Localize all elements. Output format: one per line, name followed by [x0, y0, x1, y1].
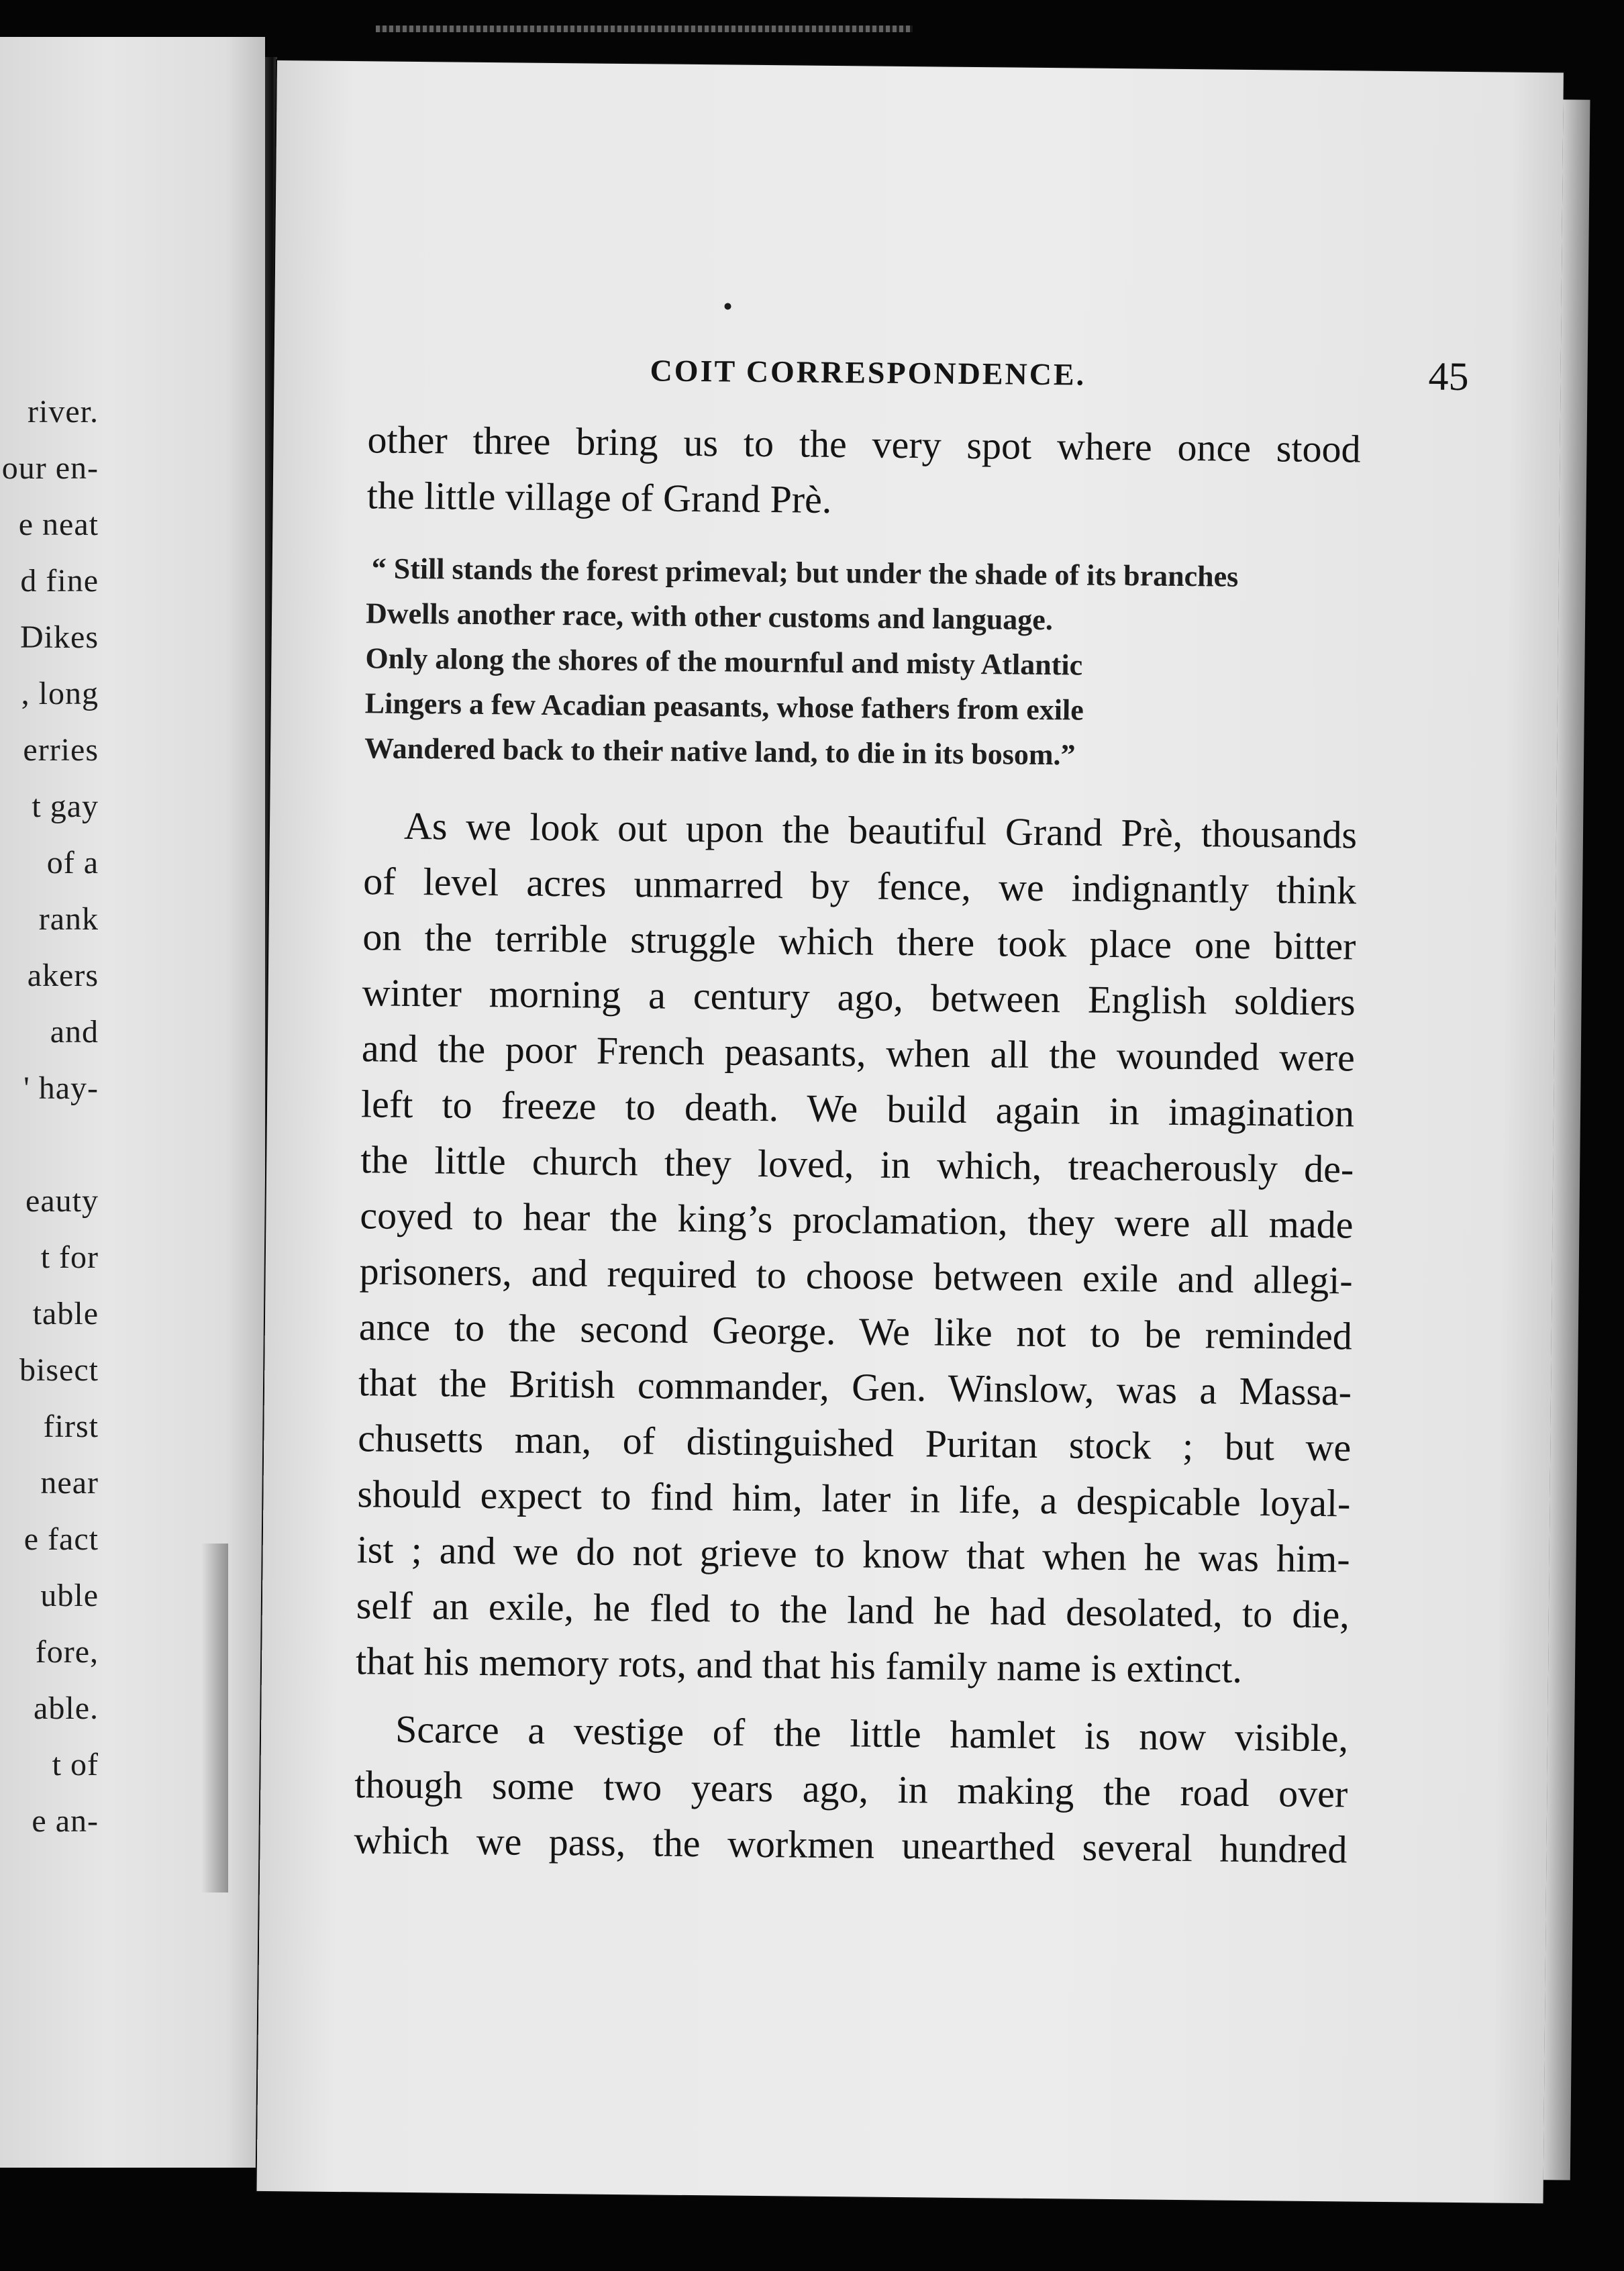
left-page-fragment: uble	[40, 1578, 99, 1613]
left-page-fragment: t for	[40, 1240, 99, 1275]
text-line: and the poor French peasants, when all the wounded were	[361, 1026, 1356, 1080]
left-page-fragment: near	[40, 1465, 99, 1501]
right-page	[257, 60, 1564, 2203]
left-page-fragment: d fine	[20, 563, 99, 599]
text-line: of level acres unmarred by fence, we indignantly think	[362, 859, 1357, 913]
left-page-fragment: table	[32, 1296, 99, 1331]
text-line: left to freeze to death. We build again in imagination	[360, 1082, 1355, 1136]
left-page-fragment: fore,	[35, 1634, 99, 1670]
left-page-fragment: akers	[27, 958, 99, 993]
running-head	[368, 343, 1469, 413]
left-page-fragment: , long	[21, 676, 99, 711]
text-line: other three bring us to the very spot where once stood	[367, 417, 1361, 471]
text-line: coyed to hear the king’s proclamation, they were all made	[360, 1193, 1354, 1247]
left-page-fragment: eauty	[26, 1183, 99, 1219]
text-line: ist ; and we do not grieve to know that when he was him-	[356, 1527, 1350, 1581]
text-line: As we look out upon the beautiful Grand Prè, thousands	[403, 803, 1358, 857]
left-page-fragment: e an-	[32, 1803, 99, 1839]
page-content	[354, 343, 1469, 1877]
scan-edge-marks	[376, 26, 913, 32]
left-page-fragment: t of	[52, 1747, 99, 1782]
text-line: winter morning a century ago, between English soldiers	[362, 970, 1356, 1024]
opening-paragraph	[366, 411, 1361, 532]
paragraph-grand-pre	[356, 797, 1358, 1698]
left-page-fragment: and	[50, 1014, 99, 1050]
left-page-fragment: erries	[23, 732, 99, 768]
ink-dot	[724, 303, 731, 309]
page-curl-shadow	[201, 1544, 228, 1892]
text-line: on the terrible struggle which there took place one bitter	[362, 915, 1356, 968]
left-page-fragment: river.	[28, 394, 99, 430]
text-line: which we pass, the workmen unearthed several hundred	[354, 1818, 1348, 1872]
text-line: self an exile, he fled to the land he had desolated, to die,	[356, 1583, 1350, 1637]
text-line: the little church they loved, in which, treacherously de-	[360, 1138, 1354, 1191]
quote-line: “ Still stands the forest primeval; but under the shade of its branches	[371, 552, 1239, 593]
text-line: prisoners, and required to choose between exile and allegi-	[359, 1249, 1353, 1303]
left-page-fragment: e fact	[23, 1521, 99, 1557]
quote-line: Lingers a few Acadian peasants, whose fathers from exile	[364, 687, 1084, 727]
running-head-title: COIT CORRESPONDENCE.	[650, 353, 1086, 392]
left-page-fragment: t gay	[32, 789, 99, 824]
left-page-fragment: e neat	[18, 507, 99, 542]
paragraph-vestige	[354, 1701, 1348, 1877]
left-page-fragment: able.	[34, 1690, 99, 1726]
left-page-fragment: ' hay-	[23, 1070, 99, 1106]
left-page-fragment: our en-	[1, 450, 99, 486]
left-page-fragment: first	[43, 1409, 99, 1444]
text-line: chusetts man, of distinguished Puritan stock ; but we	[357, 1416, 1352, 1470]
text-line: though some two years ago, in making the road over	[354, 1762, 1348, 1816]
page-number: 45	[1428, 354, 1469, 399]
quote-line: Only along the shores of the mournful and misty Atlantic	[365, 642, 1083, 682]
text-line: should expect to find him, later in life, a despicable loyal-	[357, 1472, 1351, 1525]
text-line: the little village of Grand Prè.	[366, 473, 832, 521]
text-line: Scarce a vestige of the little hamlet is now visible,	[395, 1707, 1349, 1760]
left-page-fragment: rank	[38, 901, 99, 937]
text-line: ance to the second George. We like not to be reminded	[358, 1305, 1353, 1358]
text-line: that the British commander, Gen. Winslow, was a Massa-	[358, 1360, 1352, 1414]
page-edge	[1543, 99, 1590, 2180]
text-line: that his memory rots, and that his family name is extinct.	[355, 1639, 1243, 1691]
left-page-fragment: bisect	[19, 1352, 99, 1388]
quote-line: Wandered back to their native land, to die in its bosom.”	[364, 731, 1076, 772]
quote-line: Dwells another race, with other customs and language.	[365, 597, 1054, 637]
left-page-fragment: Dikes	[20, 619, 99, 655]
poem-quotation	[364, 546, 1360, 780]
left-page-fragment: of a	[46, 845, 99, 880]
